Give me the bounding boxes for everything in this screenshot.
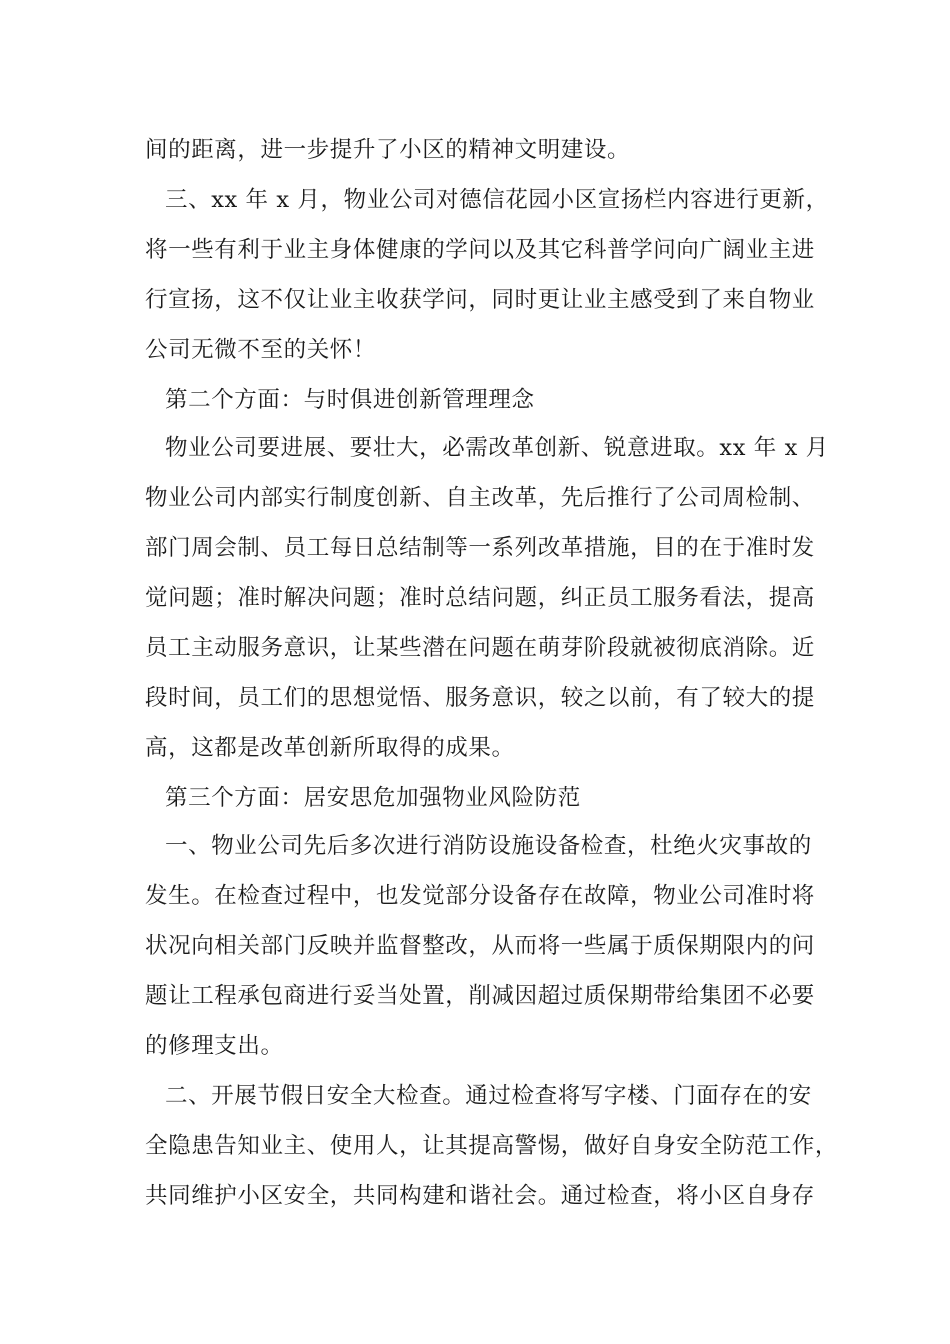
text-line-7: 物业公司要进展、要壮大，必需改革创新、锐意进取。xx 年 x 月 [165, 435, 829, 461]
text-line-11: 员工主动服务意识，让某些潜在问题在萌芽阶段就被彻底消除。近 [145, 635, 815, 661]
text-line-20: 二、开展节假日安全大检查。通过检查将写字楼、门面存在的安 [165, 1083, 812, 1109]
text-line-19: 的修理支出。 [145, 1033, 284, 1059]
text-line-8: 物业公司内部实行制度创新、自主改革，先后推行了公司周检制、 [145, 485, 815, 511]
section-heading-3: 第三个方面：居安思危加强物业风险防范 [165, 785, 581, 811]
section-heading-2: 第二个方面：与时俱进创新管理理念 [165, 387, 535, 413]
text-line-10: 觉问题；准时解决问题；准时总结问题，纠正员工服务看法，提高 [145, 585, 815, 611]
text-line-21: 全隐患告知业主、使用人，让其提高警惕，做好自身安全防范工作， [145, 1133, 839, 1159]
text-line-13: 高，这都是改革创新所取得的成果。 [145, 735, 515, 761]
text-line-4: 行宣扬，这不仅让业主收获学问，同时更让业主感受到了来自物业 [145, 287, 815, 313]
text-line-9: 部门周会制、员工每日总结制等一系列改革措施，目的在于准时发 [145, 535, 815, 561]
text-line-2: 三、xx 年 x 月，物业公司对德信花园小区宣扬栏内容进行更新， [165, 187, 829, 213]
text-line-18: 题让工程承包商进行妥当处置，削减因超过质保期带给集团不必要 [145, 983, 815, 1009]
text-line-15: 一、物业公司先后多次进行消防设施设备检查，杜绝火灾事故的 [165, 833, 812, 859]
text-line-16: 发生。在检查过程中，也发觉部分设备存在故障，物业公司准时将 [145, 883, 815, 909]
text-line-5: 公司无微不至的关怀！ [145, 337, 377, 363]
text-line-3: 将一些有利于业主身体健康的学问以及其它科普学问向广阔业主进 [145, 237, 815, 263]
text-line-1: 间的距离，进一步提升了小区的精神文明建设。 [145, 137, 631, 163]
text-line-17: 状况向相关部门反映并监督整改，从而将一些属于质保期限内的问 [145, 933, 815, 959]
text-line-12: 段时间，员工们的思想觉悟、服务意识，较之以前，有了较大的提 [145, 685, 815, 711]
text-line-22: 共同维护小区安全，共同构建和谐社会。通过检查，将小区自身存 [145, 1183, 815, 1209]
